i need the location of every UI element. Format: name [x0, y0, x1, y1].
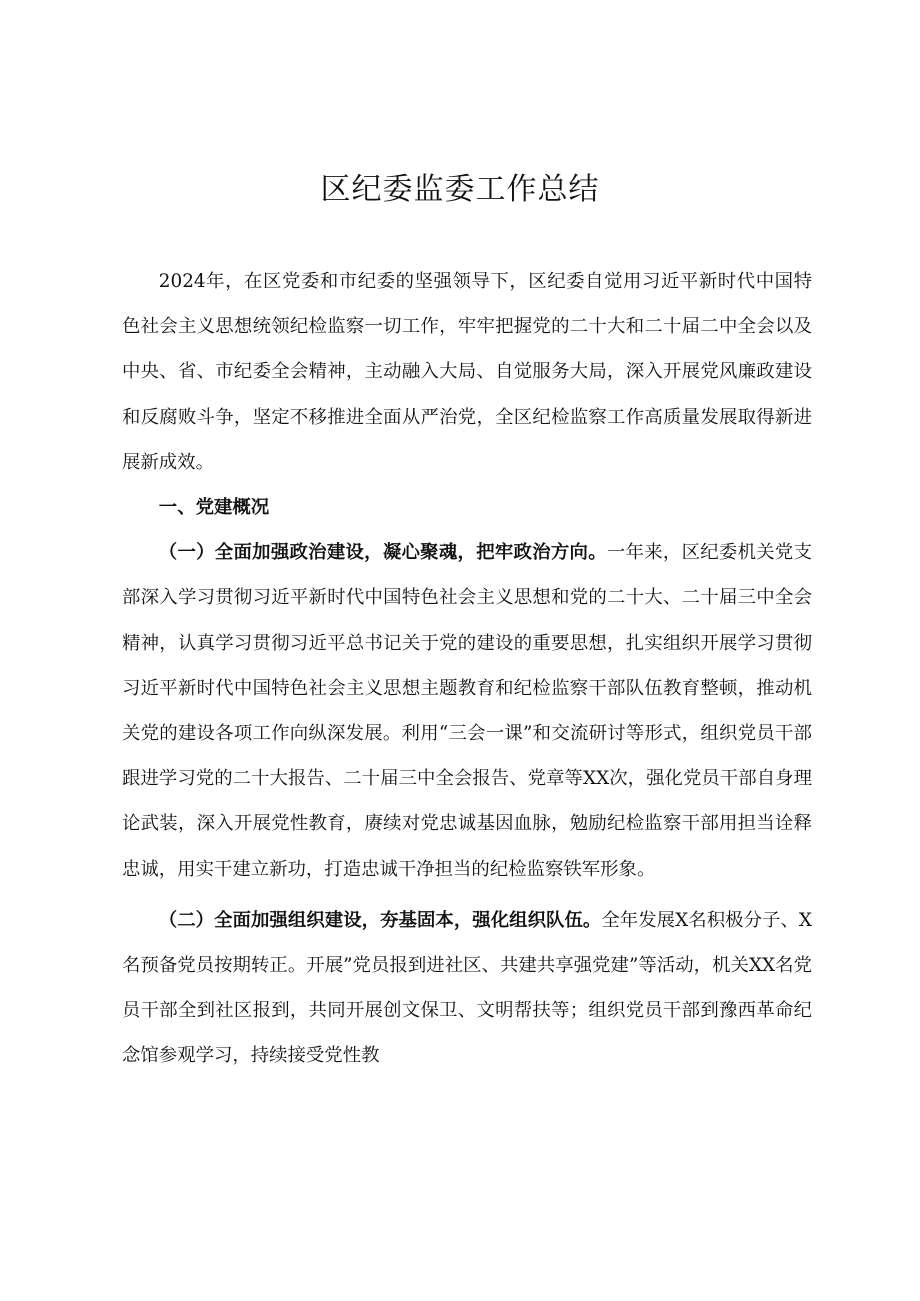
paragraph-political-building [122, 530, 812, 892]
paragraph-lead: （二）全面加强组织建设，夯基固本，强化组织队伍。 [158, 909, 602, 931]
section-heading: 一、党建概况 [158, 497, 270, 519]
paragraph-lead: （一）全面加强政治建设，凝心聚魂，把牢政治方向。 [158, 542, 607, 564]
paragraph-text: 一年来，区纪委机关党支部深入学习贯彻习近平新时代中国特色社会主义思想和党的二十大、二十届三中全会精神，认真学习贯彻习近平总书记关于党的建设的重要思想，扎实组织开展学习贯彻习近平新时代中国特色社会主义思想主题教育和纪检监察干部队伍教育整顿，推动机关党的建设各项工作向纵深发展。利用“三会一课”和交流研讨等形式，组织党员干部跟进学习党的二十大报告、二十届三中全会报告、党章等XX次，强化党员干部自身理论武装，深入开展党性教育，赓续对党忠诚基因血脉，勉励纪检监察干部用担当诠释忠诚，用实干建立新功，打造忠诚干净担当的纪检监察铁军形象。 [122, 542, 812, 880]
document-title: 区纪委监委工作总结 [320, 172, 600, 207]
paragraph-text: 全年发展X名积极分子、X名预备党员按期转正。开展”党员报到进社区、共建共享强党建”等活动，机关XX名党员干部全到社区报到，共同开展创文保卫、文明帮扶等；组织党员干部到豫西革命纪念馆参观学习，持续接受党性教 [122, 909, 812, 1067]
intro-paragraph: 2024年，在区党委和市纪委的坚强领导下，区纪委自觉用习近平新时代中国特色社会主义思想统领纪检监察一切工作，牢牢把握党的二十大和二十届二中全会以及中央、省、市纪委全会精神，主动融入大局、自觉服务大局，深入开展党风廉政建设和反腐败斗争，坚定不移推进全面从严治党，全区纪检监察工作高质量发展取得新进展新成效。 [122, 271, 812, 473]
paragraph-organization-building [122, 898, 812, 1079]
document-body [122, 259, 812, 1079]
